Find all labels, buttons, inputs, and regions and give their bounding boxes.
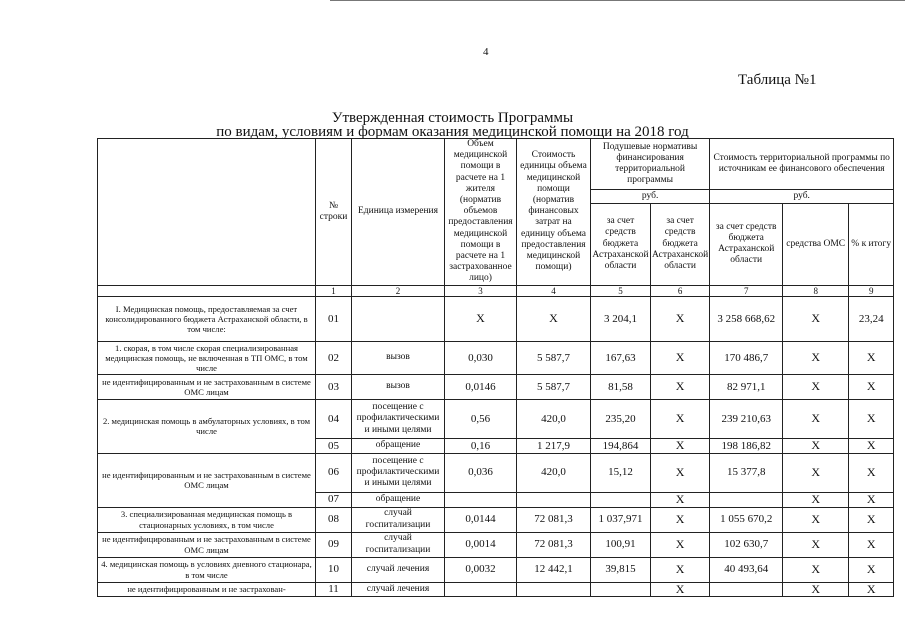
colnum-blank xyxy=(98,285,316,296)
header-row-no: № строки xyxy=(316,139,352,286)
row-number: 08 xyxy=(316,507,352,532)
row-tc-oms: Х xyxy=(783,492,849,507)
row-pc-budget: 3 204,1 xyxy=(591,296,651,341)
row-tc-pct: Х xyxy=(849,438,894,453)
row-number: 06 xyxy=(316,453,352,492)
row-tc-oms: Х xyxy=(783,507,849,532)
row-tc-budget: 40 493,64 xyxy=(710,557,783,582)
row-unit: вызов xyxy=(352,374,445,399)
row-number: 05 xyxy=(316,438,352,453)
row-tc-oms: Х xyxy=(783,532,849,557)
header-total-unit: руб. xyxy=(710,190,894,203)
row-cost: 72 081,3 xyxy=(517,532,591,557)
row-volume xyxy=(445,582,517,597)
row-pc-budget: 100,91 xyxy=(591,532,651,557)
row-name: 3. специализированная медицинская помощь в стационарных условиях, в том числе xyxy=(98,507,316,532)
row-name: 4. медицинская помощь в условиях дневного стационара, в том числе xyxy=(98,557,316,582)
row-name: не идентифицированным и не застрахован- xyxy=(98,582,316,597)
row-tc-budget: 15 377,8 xyxy=(710,453,783,492)
colnum-cell: 4 xyxy=(517,285,591,296)
row-tc-pct: 23,24 xyxy=(849,296,894,341)
colnum-cell: 5 xyxy=(591,285,651,296)
table-row xyxy=(98,532,894,557)
table-row xyxy=(98,399,894,438)
header-name-blank xyxy=(98,139,316,286)
page-number: 4 xyxy=(483,46,489,58)
row-pc-budget2: Х xyxy=(651,582,710,597)
table-row xyxy=(98,582,894,597)
row-tc-pct: Х xyxy=(849,374,894,399)
row-unit: посещение с профилактическими и иными целями xyxy=(352,453,445,492)
top-border-line xyxy=(330,0,905,1)
row-unit: вызов xyxy=(352,341,445,374)
row-number: 03 xyxy=(316,374,352,399)
row-tc-oms: Х xyxy=(783,341,849,374)
row-cost: 5 587,7 xyxy=(517,341,591,374)
row-pc-budget2: Х xyxy=(651,492,710,507)
row-pc-budget: 194,864 xyxy=(591,438,651,453)
program-cost-table xyxy=(97,138,894,597)
table-label: Таблица №1 xyxy=(738,72,817,88)
row-tc-oms: Х xyxy=(783,453,849,492)
row-number: 07 xyxy=(316,492,352,507)
row-volume xyxy=(445,492,517,507)
row-name: не идентифицированным и не застрахованным в системе ОМС лицам xyxy=(98,374,316,399)
row-cost xyxy=(517,492,591,507)
row-unit: посещение с профилактическими и иными целями xyxy=(352,399,445,438)
header-total-cost: Стоимость территориальной программы по источникам ее финансового обеспечения xyxy=(710,139,894,190)
row-unit: обращение xyxy=(352,438,445,453)
row-cost: Х xyxy=(517,296,591,341)
row-tc-oms: Х xyxy=(783,557,849,582)
row-unit: случай госпитализации xyxy=(352,532,445,557)
header-pc-budget: за счет средств бюджета Астраханской области xyxy=(591,203,651,285)
document-title: Утвержденная стоимость Программы xyxy=(331,110,574,126)
row-unit: случай лечения xyxy=(352,582,445,597)
row-pc-budget2: Х xyxy=(651,374,710,399)
row-tc-oms: Х xyxy=(783,399,849,438)
header-pc-budget2: за счет средств бюджета Астраханской области xyxy=(651,203,710,285)
row-name: I. Медицинская помощь, предоставляемая за счет консолидированного бюджета Астраханской области, в том числе: xyxy=(98,296,316,341)
row-pc-budget: 39,815 xyxy=(591,557,651,582)
row-volume: 0,030 xyxy=(445,341,517,374)
colnum-cell: 1 xyxy=(316,285,352,296)
row-name: 2. медицинская помощь в амбулаторных условиях, в том числе xyxy=(98,399,316,453)
row-unit: обращение xyxy=(352,492,445,507)
header-tc-budget: за счет средств бюджета Астраханской области xyxy=(710,203,783,285)
table-row xyxy=(98,453,894,492)
row-tc-budget: 1 055 670,2 xyxy=(710,507,783,532)
row-number: 02 xyxy=(316,341,352,374)
table-row xyxy=(98,507,894,532)
row-number: 11 xyxy=(316,582,352,597)
row-number: 04 xyxy=(316,399,352,438)
colnum-cell: 6 xyxy=(651,285,710,296)
colnum-cell: 9 xyxy=(849,285,894,296)
row-number: 09 xyxy=(316,532,352,557)
row-pc-budget: 15,12 xyxy=(591,453,651,492)
row-tc-pct: Х xyxy=(849,582,894,597)
table-row xyxy=(98,341,894,374)
row-pc-budget2: Х xyxy=(651,507,710,532)
row-volume: 0,0032 xyxy=(445,557,517,582)
row-cost: 12 442,1 xyxy=(517,557,591,582)
row-cost: 420,0 xyxy=(517,399,591,438)
row-tc-oms: Х xyxy=(783,582,849,597)
table-row xyxy=(98,557,894,582)
row-pc-budget2: Х xyxy=(651,453,710,492)
row-tc-budget: 82 971,1 xyxy=(710,374,783,399)
header-per-capita: Подушевые нормативы финансирования территориальной программы xyxy=(591,139,710,190)
table-row xyxy=(98,374,894,399)
row-tc-pct: Х xyxy=(849,507,894,532)
row-pc-budget xyxy=(591,492,651,507)
row-cost: 1 217,9 xyxy=(517,438,591,453)
row-pc-budget2: Х xyxy=(651,438,710,453)
header-unit: Единица измерения xyxy=(352,139,445,286)
row-tc-budget: 239 210,63 xyxy=(710,399,783,438)
row-volume: 0,0014 xyxy=(445,532,517,557)
row-pc-budget: 167,63 xyxy=(591,341,651,374)
row-pc-budget2: Х xyxy=(651,557,710,582)
row-tc-pct: Х xyxy=(849,453,894,492)
row-tc-budget: 3 258 668,62 xyxy=(710,296,783,341)
header-cost: Стоимость единицы объема медицинской помощи (норматив финансовых затрат на единицу объема предоставления медицинской помощи) xyxy=(517,139,591,286)
row-tc-budget xyxy=(710,582,783,597)
row-pc-budget2: Х xyxy=(651,341,710,374)
row-volume: Х xyxy=(445,296,517,341)
row-cost: 420,0 xyxy=(517,453,591,492)
document-subtitle: по видам, условиям и формам оказания медицинской помощи на 2018 год xyxy=(216,124,689,140)
row-pc-budget: 1 037,971 xyxy=(591,507,651,532)
row-tc-oms: Х xyxy=(783,296,849,341)
row-tc-oms: Х xyxy=(783,438,849,453)
row-cost: 5 587,7 xyxy=(517,374,591,399)
row-pc-budget: 81,58 xyxy=(591,374,651,399)
row-tc-pct: Х xyxy=(849,492,894,507)
colnum-cell: 7 xyxy=(710,285,783,296)
row-tc-budget xyxy=(710,492,783,507)
row-pc-budget2: Х xyxy=(651,532,710,557)
header-per-capita-unit: руб. xyxy=(591,190,710,203)
row-number: 10 xyxy=(316,557,352,582)
header-tc-pct: % к итогу xyxy=(849,203,894,285)
header-tc-oms: средства ОМС xyxy=(783,203,849,285)
row-tc-pct: Х xyxy=(849,532,894,557)
colnum-cell: 2 xyxy=(352,285,445,296)
row-unit: случай лечения xyxy=(352,557,445,582)
row-tc-oms: Х xyxy=(783,374,849,399)
colnum-cell: 8 xyxy=(783,285,849,296)
row-tc-pct: Х xyxy=(849,399,894,438)
row-tc-pct: Х xyxy=(849,341,894,374)
row-volume: 0,0146 xyxy=(445,374,517,399)
row-tc-pct: Х xyxy=(849,557,894,582)
row-tc-budget: 170 486,7 xyxy=(710,341,783,374)
row-pc-budget2: Х xyxy=(651,296,710,341)
header-volume: Объем медицинской помощи в расчете на 1 жителя (норматив объемов предоставления медицинской помощи в расчете на 1 застрахованное лицо) xyxy=(445,139,517,286)
row-cost: 72 081,3 xyxy=(517,507,591,532)
row-number: 01 xyxy=(316,296,352,341)
row-cost xyxy=(517,582,591,597)
row-name: 1. скорая, в том числе скорая специализированная медицинская помощь, не включенная в ТП ОМС, в том числе xyxy=(98,341,316,374)
row-volume: 0,16 xyxy=(445,438,517,453)
row-tc-budget: 198 186,82 xyxy=(710,438,783,453)
row-pc-budget: 235,20 xyxy=(591,399,651,438)
row-volume: 0,56 xyxy=(445,399,517,438)
row-pc-budget2: Х xyxy=(651,399,710,438)
row-name: не идентифицированным и не застрахованным в системе ОМС лицам xyxy=(98,532,316,557)
colnum-cell: 3 xyxy=(445,285,517,296)
row-tc-budget: 102 630,7 xyxy=(710,532,783,557)
row-unit xyxy=(352,296,445,341)
row-volume: 0,036 xyxy=(445,453,517,492)
table-row xyxy=(98,296,894,341)
row-volume: 0,0144 xyxy=(445,507,517,532)
row-name: не идентифицированным и не застрахованным в системе ОМС лицам xyxy=(98,453,316,507)
row-pc-budget xyxy=(591,582,651,597)
row-unit: случай госпитализации xyxy=(352,507,445,532)
